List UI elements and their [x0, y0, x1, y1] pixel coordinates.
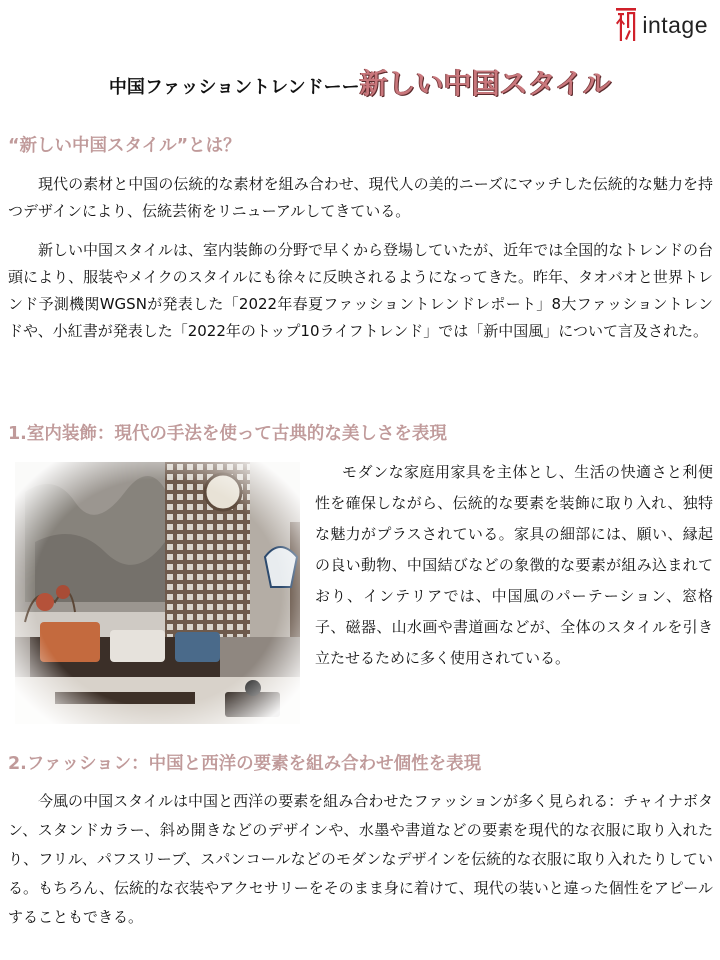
section2-body: 今風の中国スタイルは中国と西洋の要素を組み合わせたファッションが多く見られる：チャイナボタン、スタンドカラー、斜め開きなどのデザインや、水墨や書道などの要素を現代的な衣服に取り入れたり、フリル、パフスリーブ、スパンコールなどのモダンなデザインを伝統的な衣服に取り入れたりしている。もちろん、伝統的な衣装やアクセサリーをそのまま身に着けて、現代の装いと違った個性をアピールすることもできる。: [8, 792, 713, 926]
section1-body: モダンな家庭用家具を主体とし、生活の快適さと利便性を確保しながら、伝統的な要素を装飾に取り入れ、独特な魅力がプラスされている。家具の細部には、願い、縁起の良い動物、中国結びなどの象徴的な要素が組み込まれており、インテリアでは、中国風のパーテーション、窓格子、磁器、山水画や書道画などが、全体のスタイルを引き立たせるために多く使用されている。: [315, 463, 713, 667]
title-main: 中国ファッショントレンドーー: [108, 77, 360, 98]
intage-logo-mark-icon: [614, 8, 638, 42]
page-title: [0, 62, 720, 102]
brand-name: intage: [642, 11, 708, 38]
intro-heading: “新しい中国スタイル”とは？: [8, 136, 241, 156]
section2-heading: 2.ファッション：中国と西洋の要素を組み合わせ個性を表現: [8, 754, 482, 774]
intro-paragraph-1: 現代の素材と中国の伝統的な素材を組み合わせ、現代人の美的ニーズにマッチした伝統的な魅力を持つデザインにより、伝統芸術をリニューアルしてきている。: [8, 175, 713, 220]
title-accent: 新しい中国スタイル: [359, 67, 612, 100]
section1-heading: 1.室内装飾：現代の手法を使って古典的な美しさを表現: [8, 424, 447, 444]
intage-logo: [614, 8, 708, 42]
interior-photo: [15, 462, 300, 724]
intro-paragraph-2: 新しい中国スタイルは、室内装飾の分野で早くから登場していたが、近年では全国的なトレンドの台頭により、服装やメイクのスタイルにも徐々に反映されるようになってきた。昨年、タオバオと世界トレンド予測機関WGSNが発表した「2022年春夏ファッショントレンドレポート」8大ファッショントレンドや、小紅書が発表した「2022年のトップ10ライフトレンド」では「新中国風」について言及された。: [8, 241, 713, 340]
